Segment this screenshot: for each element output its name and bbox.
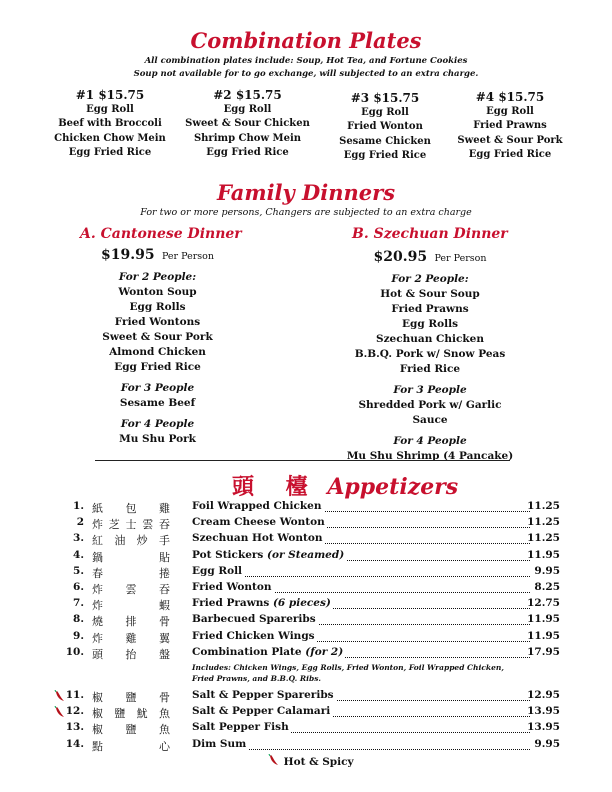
chinese-char: 椒 [92, 691, 103, 704]
for-4-label: For 4 People [393, 435, 467, 447]
appetizer-chinese-name [92, 705, 170, 721]
chinese-char: 骨 [159, 691, 170, 704]
chinese-char: 雞 [159, 502, 170, 515]
appetizer-name: Salt Pepper Fish [192, 721, 289, 734]
appetizer-price: 12.75 [527, 597, 560, 610]
chinese-char: 骨 [159, 615, 170, 629]
chinese-char: 炸 [92, 631, 103, 645]
appetizer-number: 6. [73, 581, 84, 593]
per-person-label: Per Person [161, 251, 214, 262]
dinner-item: Fried Prawns [391, 303, 469, 315]
chinese-char: 炸 [92, 518, 103, 532]
chinese-char: 炸 [92, 583, 103, 596]
appetizer-number: 1. [73, 500, 84, 512]
dinner-item: Shredded Pork w/ Garlic Sauce [358, 399, 502, 426]
combo-item: Sesame Chicken [339, 135, 431, 147]
appetizer-number: 11. [65, 689, 84, 701]
appetizer-chinese-name [92, 549, 170, 565]
combination-title: Combination Plates [190, 28, 422, 53]
chinese-char: 雞 [125, 631, 137, 645]
appetizer-price: 8.25 [534, 581, 560, 593]
appetizer-name: Fried Prawns (6 pieces) [192, 597, 331, 610]
appetizer-chinese-name [92, 597, 170, 613]
combo-item: Shrimp Chow Mein [193, 132, 302, 144]
combo-item: Egg Roll [486, 105, 534, 117]
combo-item: Egg Roll [223, 103, 272, 115]
combo-item: Egg Fried Rice [343, 150, 427, 161]
combo-item: Egg Fried Rice [68, 147, 152, 158]
chinese-char: 頭 [92, 647, 103, 661]
appetizer-name: Salt & Pepper Spareribs [192, 689, 334, 701]
chinese-char: 鹽 [114, 707, 126, 721]
for-4-label: For 4 People [120, 418, 195, 430]
szechuan-price: $20.95 [373, 249, 428, 265]
chinese-char: 吞 [159, 583, 170, 596]
appetizer-number: 13. [65, 721, 84, 734]
combo-plate-header: #3 $15.75 [350, 91, 420, 105]
chinese-char: 炸 [92, 599, 103, 613]
appetizers-title-en: Appetizers [327, 474, 459, 500]
chinese-char: 鹽 [125, 691, 137, 704]
appetizer-row [62, 581, 560, 597]
dinner-item: Wonton Soup [118, 286, 197, 298]
appetizer-price: 11.95 [527, 629, 560, 642]
chinese-char: 吞 [159, 518, 170, 532]
appetizer-price: 11.95 [527, 613, 560, 626]
dinner-item: Egg Rolls [402, 318, 458, 330]
for-3-label: For 3 People [120, 382, 195, 394]
combination-note-1: All combination plates include: Soup, Hot Tea, and Fortune Cookies [144, 56, 468, 66]
appetizer-row [62, 549, 560, 565]
chinese-char: 心 [159, 739, 170, 753]
dinner-item: B.B.Q. Pork w/ Snow Peas [354, 348, 506, 360]
cantonese-price: $19.95 [101, 247, 155, 263]
combo-plate-header: #2 $15.75 [213, 88, 282, 102]
combination-includes-note-2: Fried Prawns, and B.B.Q. Ribs. [192, 674, 322, 683]
chinese-char: 燒 [92, 615, 103, 629]
dinner-item: Fried Wontons [114, 316, 201, 328]
combo-item: Chicken Chow Mein [54, 132, 166, 144]
combo-item: Fried Wonton [347, 121, 423, 132]
appetizer-chinese-name [92, 500, 170, 516]
chinese-char: 盤 [159, 647, 170, 661]
appetizer-price: 11.25 [527, 516, 560, 529]
per-person-label: Per Person [434, 253, 487, 264]
chinese-char: 芝 [108, 518, 120, 532]
appetizer-price: 17.95 [527, 645, 560, 658]
appetizer-chinese-name [92, 630, 170, 646]
for-2-label: For 2 People: [118, 271, 197, 283]
chinese-char: 椒 [92, 707, 103, 721]
appetizer-row [62, 738, 560, 754]
appetizer-number: 3. [73, 532, 84, 545]
appetizer-name: Combination Plate (for 2) [192, 645, 344, 658]
appetizer-price: 9.95 [534, 737, 560, 750]
combo-item: Egg Roll [361, 106, 409, 118]
appetizer-name: Fried Wonton [192, 581, 272, 593]
appetizer-chinese-name [92, 516, 170, 532]
chinese-char: 雲 [142, 518, 154, 532]
chinese-char: 鹽 [125, 723, 137, 737]
divider [95, 460, 510, 461]
combo-plate-header: #1 $15.75 [75, 88, 145, 102]
combo-item: Fried Prawns [473, 120, 547, 131]
chinese-char: 魚 [159, 723, 170, 737]
chinese-char: 紙 [92, 502, 103, 515]
appetizer-number: 7. [73, 597, 84, 610]
appetizer-number: 4. [73, 548, 84, 561]
chinese-char: 蝦 [159, 599, 170, 613]
szechuan-dinner [340, 250, 520, 464]
combo-plate-3 [325, 91, 445, 164]
combo-plate-2 [185, 88, 310, 161]
appetizer-chinese-name [92, 613, 170, 629]
chinese-char: 油 [114, 534, 126, 548]
combination-includes-note: Includes: Chicken Wings, Egg Rolls, Fried Wonton, Foil Wrapped Chicken, [192, 663, 504, 672]
chinese-char: 鍋 [92, 550, 103, 564]
family-title: Family Dinners [216, 180, 396, 205]
appetizer-row [62, 500, 560, 516]
appetizer-number: 2 [76, 516, 84, 529]
appetizer-row [62, 646, 560, 662]
chinese-char: 捲 [159, 566, 170, 580]
appetizer-price: 11.25 [527, 532, 560, 545]
chinese-char: 魷 [136, 707, 148, 721]
appetizer-row [62, 613, 560, 629]
appetizer-chinese-name [92, 565, 170, 581]
combo-item: Sweet & Sour Pork [457, 134, 563, 146]
appetizer-chinese-name [92, 689, 170, 705]
dinner-item: Fried Rice [399, 363, 461, 375]
appetizer-number: 10. [65, 645, 84, 658]
chinese-char: 翼 [159, 631, 170, 645]
appetizer-name: Cream Cheese Wonton [192, 516, 325, 529]
appetizer-chinese-name [92, 581, 170, 597]
chinese-char: 士 [125, 518, 137, 532]
appetizer-row [62, 689, 560, 705]
appetizer-row [62, 721, 560, 737]
appetizer-name: Pot Stickers (or Steamed) [192, 548, 345, 561]
dinner-item: Almond Chicken [109, 346, 206, 358]
for-2-label: For 2 People: [391, 273, 469, 285]
appetizers-title [232, 470, 458, 501]
chinese-char: 貼 [159, 550, 170, 564]
combo-plate-1 [50, 88, 170, 161]
dinner-item: Sesame Beef [119, 397, 196, 409]
combo-item: Sweet & Sour Chicken [185, 118, 310, 129]
appetizer-price: 13.95 [527, 705, 560, 718]
dinner-item: Mu Shu Pork [119, 433, 196, 445]
appetizer-row [62, 516, 560, 532]
dinner-item: Hot & Sour Soup [380, 288, 480, 300]
chinese-char: 手 [158, 534, 170, 548]
chinese-char: 排 [125, 615, 137, 629]
chinese-char: 春 [92, 566, 103, 580]
combination-note-2: Soup not available for to go exchange, will subjected to an extra charge. [133, 69, 479, 79]
combo-item: Egg Roll [86, 103, 134, 115]
appetizers-title-cn: 頭 檯 [232, 475, 320, 500]
chinese-char: 抬 [125, 647, 137, 661]
hot-spicy-legend [268, 754, 354, 768]
appetizer-name: Szechuan Hot Wonton [192, 532, 323, 545]
appetizer-row [62, 565, 560, 581]
dinner-item: Egg Fried Rice [114, 361, 201, 373]
dinner-item: Szechuan Chicken [376, 333, 484, 345]
dinner-item: Sweet & Sour Pork [102, 331, 213, 343]
appetizer-number: 5. [73, 564, 84, 577]
cantonese-dinner-title: A. Cantonese Dinner [80, 226, 242, 242]
family-note: For two or more persons, Changers are subjected to an extra charge [140, 207, 472, 218]
appetizer-number: 12. [65, 705, 84, 718]
appetizer-name: Foil Wrapped Chicken [192, 500, 322, 512]
combo-item: Egg Fried Rice [206, 147, 289, 158]
appetizer-chinese-name [92, 738, 170, 754]
dinner-item: Egg Rolls [129, 301, 186, 313]
appetizer-number: 8. [73, 613, 84, 626]
chinese-char: 包 [125, 502, 137, 515]
legend-label: Hot & Spicy [283, 756, 354, 768]
chinese-char: 雲 [125, 583, 137, 596]
appetizer-price: 11.25 [527, 500, 560, 512]
cantonese-dinner [90, 248, 225, 447]
appetizer-row [62, 630, 560, 646]
chinese-char: 炒 [136, 534, 148, 548]
combo-item: Beef with Broccoli [58, 118, 162, 129]
appetizer-chinese-name [92, 646, 170, 662]
chinese-char: 椒 [92, 723, 103, 737]
appetizer-number: 14. [65, 737, 84, 750]
for-3-label: For 3 People [393, 384, 467, 396]
appetizer-name: Barbecued Spareribs [192, 613, 316, 626]
chinese-char: 點 [92, 739, 103, 753]
szechuan-dinner-title: B. Szechuan Dinner [352, 226, 508, 242]
appetizer-chinese-name [92, 721, 170, 737]
combo-plate-4 [455, 90, 565, 163]
chinese-char: 魚 [158, 707, 170, 721]
appetizer-price: 11.95 [527, 548, 560, 561]
appetizer-row [62, 705, 560, 721]
appetizer-price: 13.95 [527, 721, 560, 734]
dinner-item: Mu Shu Shrimp (4 Pancake) [346, 450, 514, 462]
chili-pepper-icon [268, 754, 280, 766]
appetizer-name: Fried Chicken Wings [192, 629, 315, 642]
appetizer-row [62, 532, 560, 548]
appetizer-name: Salt & Pepper Calamari [192, 705, 331, 718]
chinese-char: 紅 [92, 534, 103, 548]
appetizer-chinese-name [92, 532, 170, 548]
combo-item: Egg Fried Rice [468, 149, 552, 160]
appetizer-number: 9. [73, 629, 84, 642]
appetizer-price: 9.95 [534, 564, 560, 577]
combo-plate-header: #4 $15.75 [475, 90, 545, 104]
appetizer-row [62, 597, 560, 613]
appetizer-price: 12.95 [527, 689, 560, 701]
appetizer-name: Dim Sum [192, 737, 247, 750]
appetizer-name: Egg Roll [192, 564, 243, 577]
